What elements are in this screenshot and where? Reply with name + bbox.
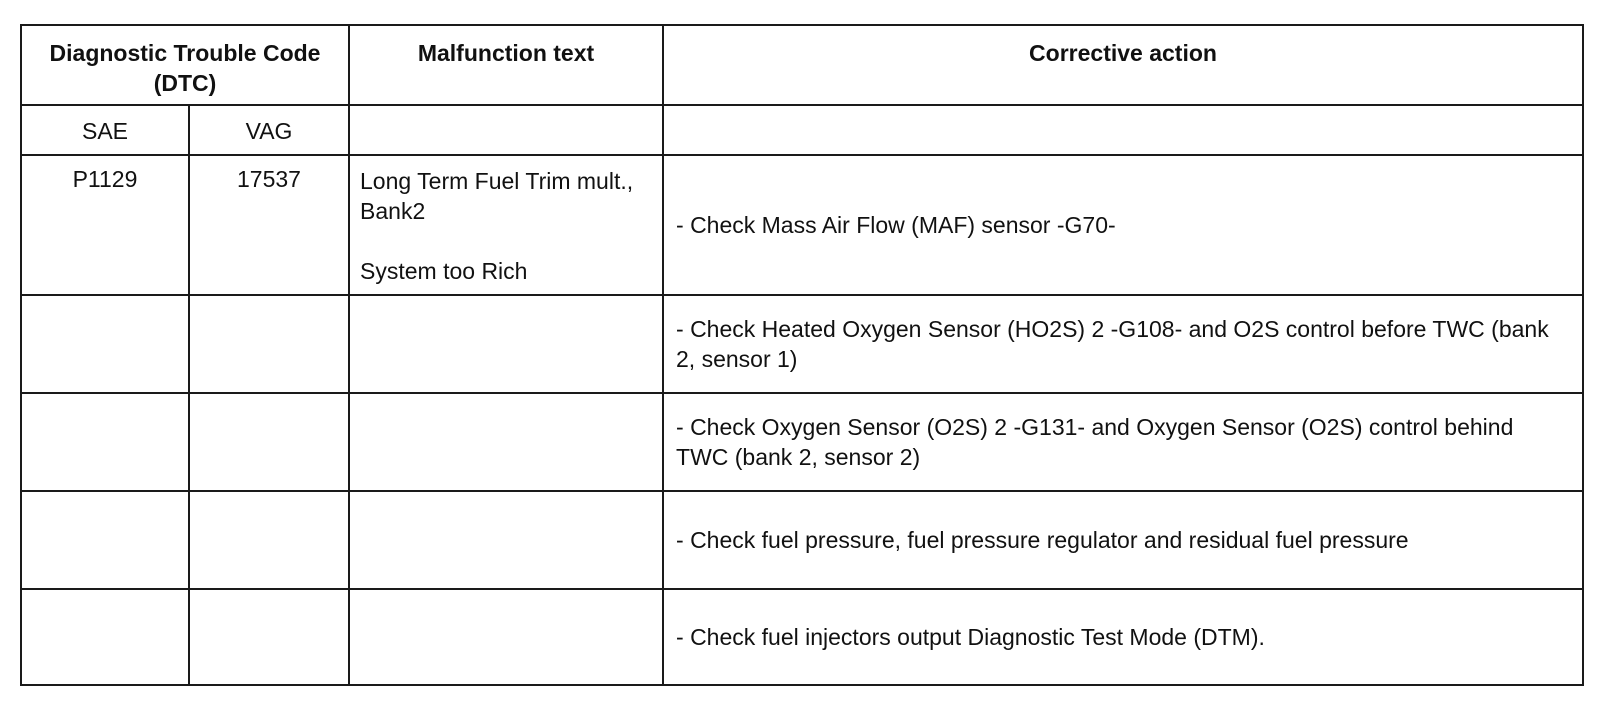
empty-cell — [349, 295, 663, 393]
empty-cell — [349, 393, 663, 491]
header-sae: SAE — [21, 105, 189, 155]
table-row — [21, 155, 1583, 295]
malfunction-line: System too Rich — [360, 258, 528, 284]
header-corrective-action: Corrective action — [663, 25, 1583, 105]
vag-code-cell: 17537 — [189, 155, 349, 295]
header-dtc: Diagnostic Trouble Code (DTC) — [21, 25, 349, 105]
sae-code-cell: P1129 — [21, 155, 189, 295]
table-header-row — [21, 25, 1583, 105]
malfunction-line: Long Term Fuel Trim mult., Bank2 — [360, 168, 634, 224]
empty-cell — [21, 589, 189, 685]
corrective-action-cell: - Check Oxygen Sensor (O2S) 2 -G131- and Oxygen Sensor (O2S) control behind TWC (bank 2, sensor 2) — [663, 393, 1583, 491]
table-row — [21, 491, 1583, 589]
empty-cell — [189, 491, 349, 589]
header-malfunction-text: Malfunction text — [349, 25, 663, 105]
dtc-table — [20, 24, 1584, 686]
empty-cell — [663, 105, 1583, 155]
empty-cell — [189, 295, 349, 393]
empty-cell — [21, 491, 189, 589]
header-vag: VAG — [189, 105, 349, 155]
empty-cell — [349, 589, 663, 685]
table-row — [21, 589, 1583, 685]
corrective-action-cell: - Check Mass Air Flow (MAF) sensor -G70- — [663, 155, 1583, 295]
corrective-action-cell: - Check fuel pressure, fuel pressure regulator and residual fuel pressure — [663, 491, 1583, 589]
empty-cell — [21, 393, 189, 491]
empty-cell — [349, 491, 663, 589]
table-subheader-row — [21, 105, 1583, 155]
empty-cell — [349, 105, 663, 155]
table-row — [21, 393, 1583, 491]
table-row — [21, 295, 1583, 393]
empty-cell — [189, 589, 349, 685]
empty-cell — [21, 295, 189, 393]
malfunction-text-cell — [349, 155, 663, 295]
empty-cell — [189, 393, 349, 491]
corrective-action-cell: - Check Heated Oxygen Sensor (HO2S) 2 -G108- and O2S control before TWC (bank 2, sensor 1) — [663, 295, 1583, 393]
corrective-action-cell: - Check fuel injectors output Diagnostic Test Mode (DTM). — [663, 589, 1583, 685]
